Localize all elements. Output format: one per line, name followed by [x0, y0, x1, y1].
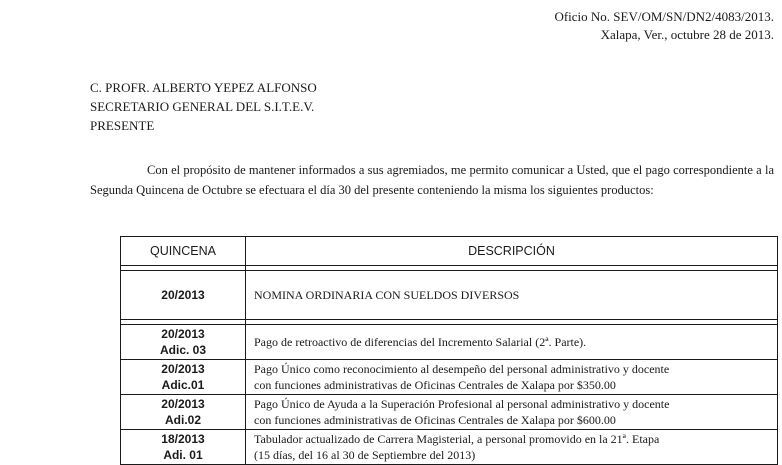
table-row — [121, 360, 778, 395]
quincena-number: 18/2013 — [161, 432, 205, 446]
quincena-adicional: Adic.01 — [161, 378, 205, 392]
quincena-number: 20/2013 — [161, 327, 205, 341]
table-header-row — [121, 237, 778, 266]
quincena-cell — [121, 271, 246, 320]
descripcion-line: con funciones administrativas de Oficinas Centrales de Xalapa por $600.00 — [254, 413, 616, 427]
addressee-presente: PRESENTE — [90, 118, 155, 133]
descripcion-line: Pago Único como reconocimiento al desempeño del personal administrativo y docente — [254, 362, 670, 376]
descripcion-line: con funciones administrativas de Oficinas Centrales de Xalapa por $350.00 — [254, 378, 616, 392]
descripcion-cell — [246, 325, 778, 360]
header-quincena: QUINCENA — [121, 237, 246, 266]
descripcion-cell — [246, 360, 778, 395]
body-paragraph: Con el propósito de mantener informados a sus agremiados, me permito comunicar a Usted, que el pago correspondiente a la Segunda Quincena de Octubre se efectuara el día 30 del presente conteniendo la misma los siguientes productos: — [90, 163, 774, 197]
descripcion-line: Pago Único de Ayuda a la Superación Profesional al personal administrativo y docente — [254, 397, 670, 411]
header-descripcion: DESCRIPCIÓN — [246, 237, 778, 266]
quincena-adicional: Adi.02 — [164, 413, 201, 427]
quincena-number: 20/2013 — [161, 397, 205, 411]
table-row — [121, 325, 778, 360]
descripcion-line: Tabulador actualizado de Carrera Magisterial, a personal promovido en la 21ª. Etapa — [254, 432, 660, 446]
addressee-title: SECRETARIO GENERAL DEL S.I.T.E.V. — [90, 99, 315, 114]
quincena-cell — [121, 395, 246, 430]
table-row — [121, 395, 778, 430]
addressee-block — [90, 78, 317, 135]
quincena-adicional: Adi. 01 — [163, 448, 203, 462]
quincena-cell — [121, 325, 246, 360]
table-row — [121, 271, 778, 320]
place-date: Xalapa, Ver., octubre 28 de 2013. — [600, 27, 774, 42]
reference-block — [554, 8, 774, 44]
quincena-cell — [121, 360, 246, 395]
descripcion-cell — [246, 395, 778, 430]
quincena-number: 20/2013 — [161, 362, 205, 376]
quincena-cell — [121, 430, 246, 465]
quincena-number: 20/2013 — [161, 288, 205, 302]
descripcion-cell — [246, 430, 778, 465]
descripcion-line: NOMINA ORDINARIA CON SUELDOS DIVERSOS — [254, 288, 520, 302]
addressee-name: C. PROFR. ALBERTO YEPEZ ALFONSO — [90, 80, 317, 95]
payments-table — [120, 236, 778, 465]
descripcion-line: Pago de retroactivo de diferencias del Incremento Salarial (2ª. Parte). — [254, 335, 587, 349]
table-row — [121, 430, 778, 465]
oficio-number: Oficio No. SEV/OM/SN/DN2/4083/2013. — [554, 9, 774, 24]
quincena-adicional: Adic. 03 — [159, 343, 207, 357]
descripcion-cell — [246, 271, 778, 320]
descripcion-line: (15 días, del 16 al 30 de Septiembre del 2013) — [254, 448, 476, 462]
